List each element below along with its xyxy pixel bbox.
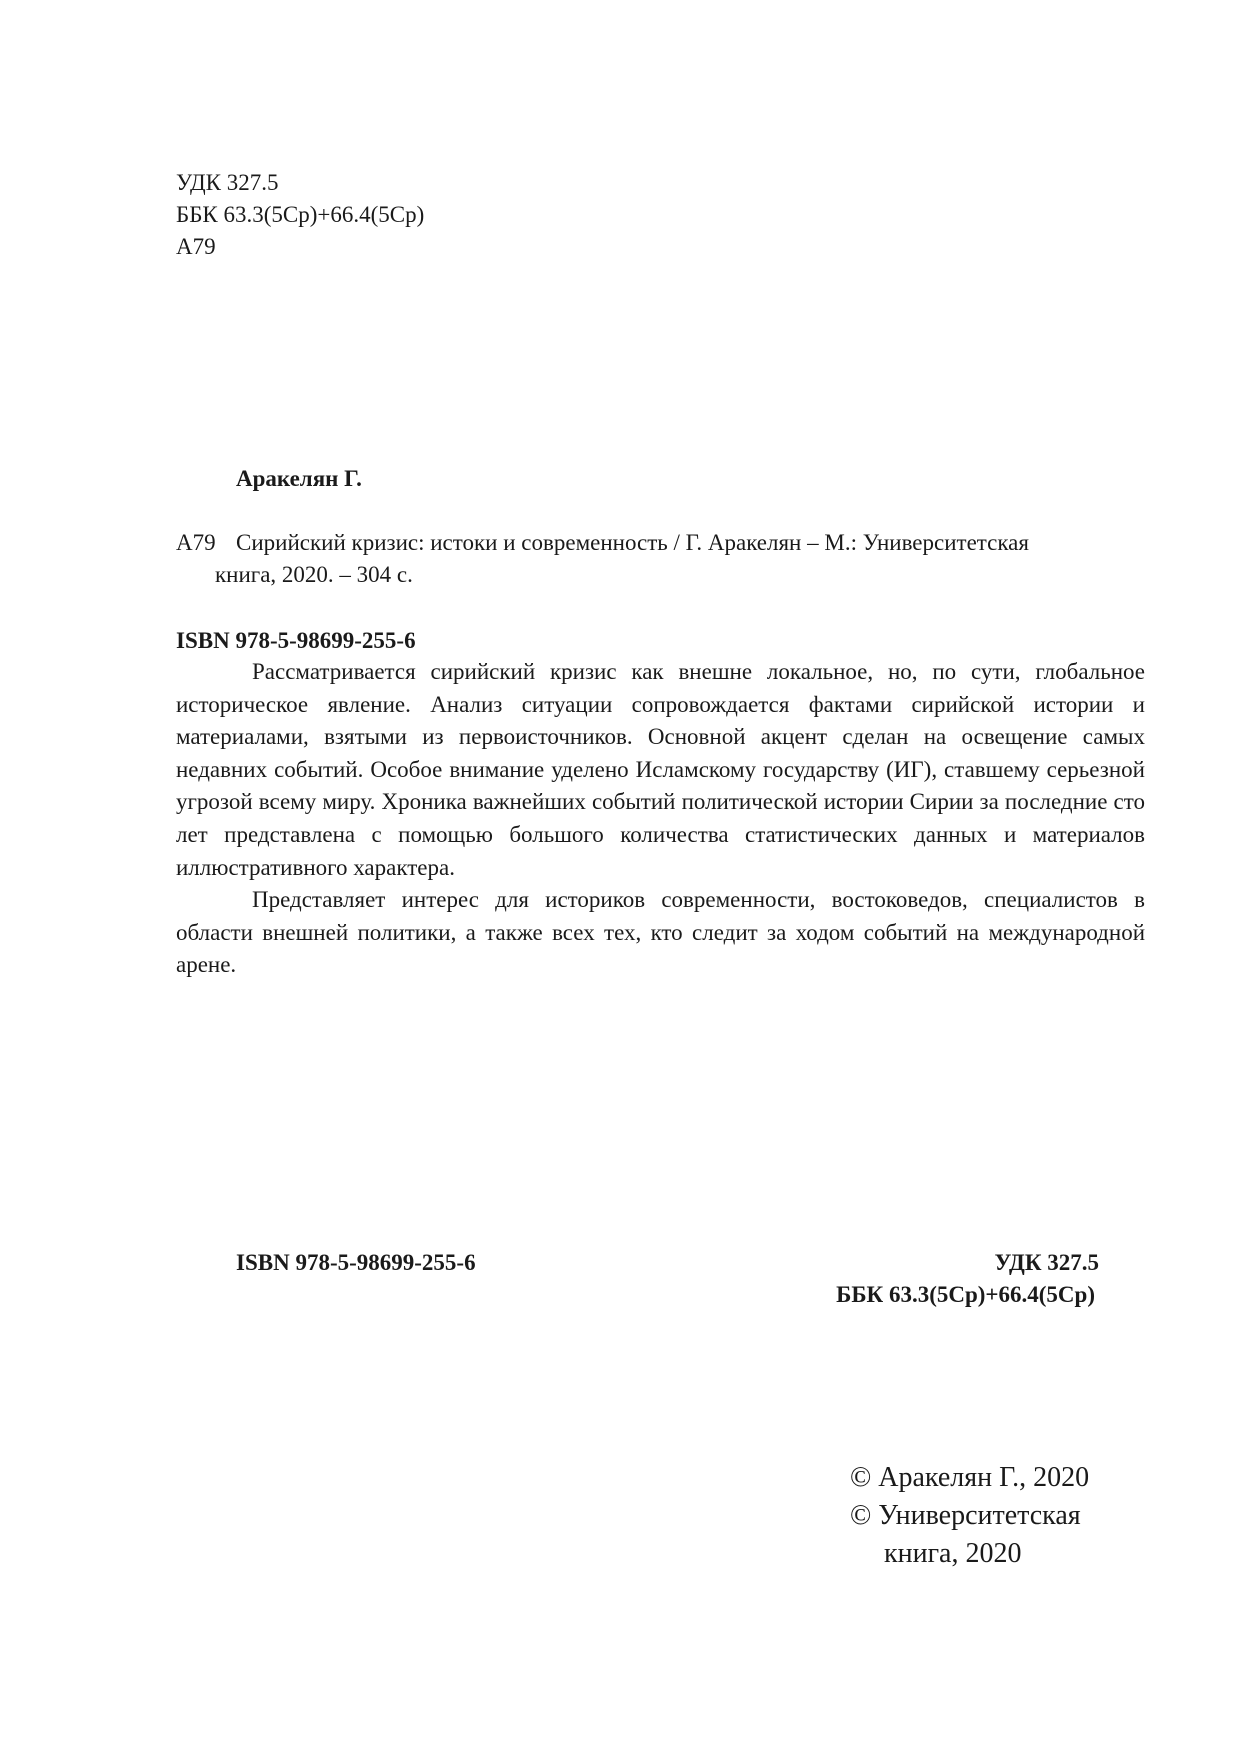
copyright-publisher-cont: книга, 2020 <box>884 1538 1022 1569</box>
annotation-paragraph-2: Представляет интерес для историков современности, востоковедов, специалистов в области внешней политики, а также всех тех, кто следит за ходом событий на международной арене. <box>176 887 1145 978</box>
annotation <box>176 656 1145 982</box>
isbn-heading: ISBN 978-5-98699-255-6 <box>176 628 416 653</box>
bbk-code: ББК 63.3(5Ср)+66.4(5Ср) <box>176 202 425 227</box>
copyright-author: © Аракелян Г., 2020 <box>850 1462 1090 1493</box>
author-heading: Аракелян Г. <box>236 466 362 491</box>
author-sign: А79 <box>176 234 216 259</box>
record-sign: А79 <box>176 530 216 555</box>
footer-isbn: ISBN 978-5-98699-255-6 <box>236 1250 476 1275</box>
copyright-publisher: © Университетская <box>850 1500 1081 1531</box>
udk-code: УДК 327.5 <box>176 170 279 195</box>
record-title-line: Сирийский кризис: истоки и современность / Г. Аракелян – М.: Университетская <box>236 530 1029 555</box>
footer-udk: УДК 327.5 <box>994 1250 1099 1275</box>
footer-bbk: ББК 63.3(5Ср)+66.4(5Ср) <box>836 1282 1095 1307</box>
annotation-paragraph-1: Рассматривается сирийский кризис как внешне локальное, но, по сути, глобальное историческое явление. Анализ ситуации сопровождается фактами сирийской истории и материалами, взятыми из первоисточников. Основной акцент сделан на освещение самых недавних событий. Особое внимание уделено Исламскому государству (ИГ), ставшему серьезной угрозой всему миру. Хроника важнейших событий политической истории Сирии за последние сто лет представлена с помощью большого количества статистических данных и материалов иллюстративного характера. <box>176 659 1145 880</box>
record-publication-line: книга, 2020. – 304 с. <box>215 562 413 587</box>
